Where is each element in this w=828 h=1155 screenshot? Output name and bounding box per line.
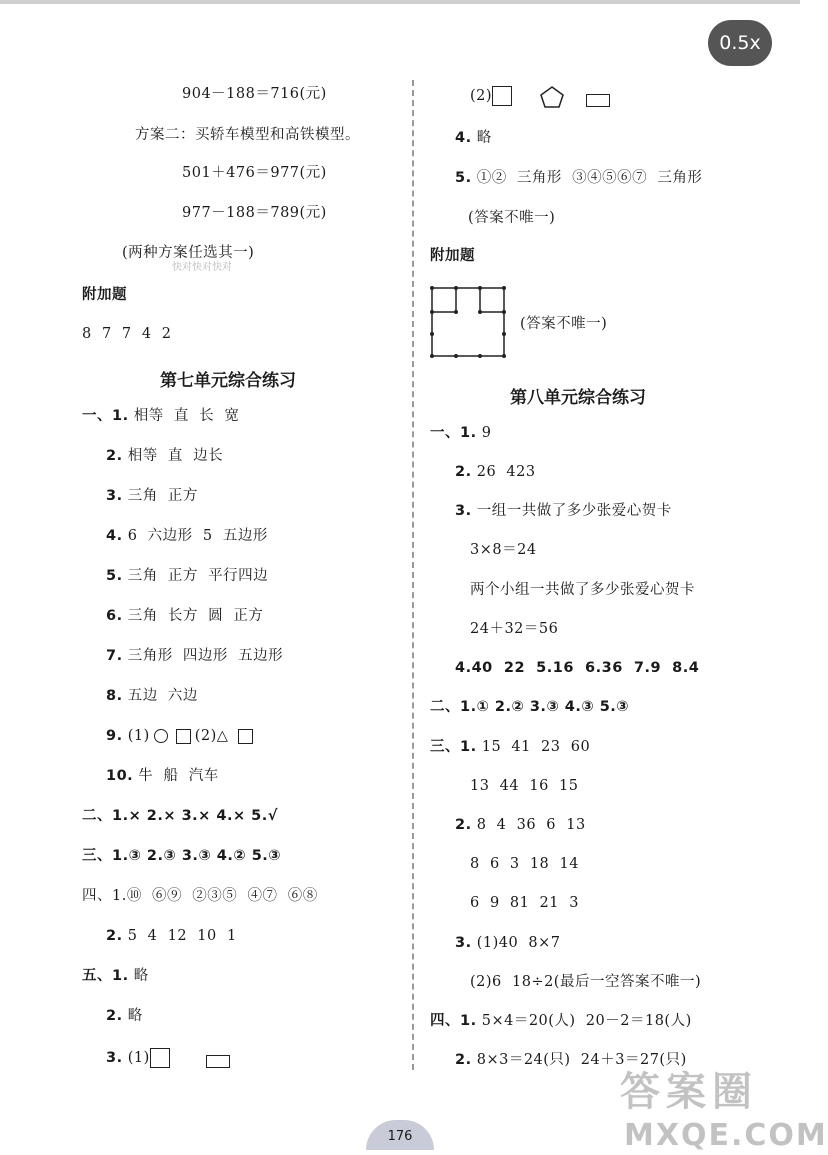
answer-text: 6 六边形 5 五边形 [122,528,268,544]
q-number: 7. [106,648,123,664]
answer-text: 9 [476,425,492,441]
plan-line-5: (两种方案任选其一) [122,245,255,261]
u7-q5-3 [106,1048,170,1068]
answer-text: 略 [471,130,492,146]
u8-q1-3 [455,501,672,521]
answer-text: 略 [122,1008,143,1024]
answer-text: (2) [470,88,493,104]
watermark-faint-text: 快对快对快对 [172,262,232,273]
zoom-level-badge[interactable]: 0.5x [708,20,772,66]
q-number: 6. [106,608,123,624]
u7-q1-8 [106,686,198,706]
q-number: 2. [455,817,472,833]
answer-text: 三角形 四边形 五边形 [122,648,284,664]
u7-q4-2 [106,926,237,946]
u7-q1-5 [106,566,268,586]
answer-text: 5 4 12 10 1 [122,928,237,944]
u7-q1-6 [106,606,263,626]
square-shape-icon [492,86,512,106]
q-number: 五、1. [82,968,129,984]
answer-text: 五边 六边 [122,688,198,704]
pentagon-shape-icon [538,84,566,110]
q-number: 10. [106,768,134,784]
rectangle-shape-icon [586,94,610,107]
rectangle-shape-icon [206,1055,230,1068]
answer-text: (2)△ [194,728,234,744]
q-number: 2. [106,928,123,944]
q-number: 4. [455,130,472,146]
u7-q1-10 [106,766,219,786]
q-number: 8. [106,688,123,704]
u7-q1-2 [106,446,223,466]
q-number: 3. [455,503,472,519]
answer-text: 8 4 36 6 13 [471,817,586,833]
u7-q1-4 [106,526,268,546]
u8-q3-1b: 13 44 16 15 [470,778,579,794]
u8-q1-1 [430,423,491,443]
q-number: 三、1. [430,739,477,755]
q-number: 2. [455,464,472,480]
u7-q4-1: 四、1.⑩ ⑥⑨ ②③⑤ ④⑦ ⑥⑧ [82,888,318,904]
extra-note: (答案不唯一) [520,316,608,332]
r-q5 [455,168,702,188]
u8-q3-2b: 8 6 3 18 14 [470,856,579,872]
grid-shape-figure [428,284,508,360]
u8-q2: 二、1.① 2.② 3.③ 4.③ 5.③ [430,699,630,715]
plan-line-1: 904－188＝716(元) [182,86,327,102]
square-shape-icon [150,1048,170,1068]
u8-q4-1 [430,1011,692,1031]
u8-q3-3 [455,933,561,953]
u8-q1-4: 4.40 22 5.16 6.36 7.9 8.4 [455,660,700,676]
u7-q1-3 [106,486,198,506]
u7-q1-7 [106,646,283,666]
answer-text: 相等 直 长 宽 [128,408,240,424]
answer-text: 牛 船 汽车 [133,768,219,784]
u8-q1-3a: 3×8＝24 [470,542,537,558]
plan-line-4: 977－188＝789(元) [182,205,327,221]
top-rule [0,0,800,4]
q-number: 3. [106,1050,123,1066]
answer-text: 5×4＝20(人) 20－2＝18(人) [476,1013,692,1029]
answer-text: 15 41 23 60 [476,739,591,755]
circle-shape-icon [154,729,168,743]
answer-text: ①② 三角形 ③④⑤⑥⑦ 三角形 [471,170,703,186]
unit7-title: 第七单元综合练习 [160,371,296,391]
u7-q5-2 [106,1006,143,1026]
q-number: 2. [106,1008,123,1024]
q-number: 5. [106,568,123,584]
q-number: 3. [106,488,123,504]
column-divider [412,80,414,1070]
u8-q3-3b: (2)6 18÷2(最后一空答案不唯一) [470,974,702,990]
square-shape-icon [176,729,191,744]
answer-text: 一组一共做了多少张爱心贺卡 [471,503,672,519]
u8-q1-3b: 两个小组一共做了多少张爱心贺卡 [470,582,695,598]
q-number: 2. [455,1052,472,1068]
unit8-title: 第八单元综合练习 [510,388,646,408]
page-number: 176 [366,1120,434,1150]
q-number: 9. [106,728,123,744]
u8-q1-2 [455,462,536,482]
plan-line-2: 方案二：买轿车模型和高铁模型。 [135,127,360,143]
watermark-logo [620,1060,828,1155]
square-shape-icon [238,729,253,744]
answer-text: (1)40 8×7 [471,935,561,951]
u7-q2: 二、1.× 2.× 3.× 4.× 5.√ [82,808,278,824]
u8-q3-2 [455,815,586,835]
answer-text: 略 [128,968,149,984]
u7-q1-9 [106,726,257,746]
answer-text: 三角 长方 圆 正方 [122,608,264,624]
q-number: 一、1. [430,425,477,441]
shapes-line [470,86,512,106]
q-number: 2. [106,448,123,464]
r-q5-note: (答案不唯一) [468,210,556,226]
u8-q1-3c: 24＋32＝56 [470,621,559,637]
u8-q3-1 [430,737,590,757]
q-number: 5. [455,170,472,186]
answer-text: (1) [122,1050,150,1066]
q-number: 一、1. [82,408,129,424]
answer-text: 26 423 [471,464,536,480]
watermark-site-text: MXQE.COM [624,1118,828,1153]
left-extra-answer: 8 7 7 4 2 [82,326,172,342]
q-number: 3. [455,935,472,951]
answer-text: (1) [122,728,150,744]
r-q4 [455,128,492,148]
left-extra-heading: 附加题 [82,287,127,303]
answer-text: 三角 正方 平行四边 [122,568,269,584]
watermark-logo-text: 答案圈 [620,1069,758,1115]
answer-text: 相等 直 边长 [122,448,224,464]
q-number: 四、1. [430,1013,477,1029]
q-number: 4. [106,528,123,544]
u8-q3-2c: 6 9 81 21 3 [470,895,579,911]
answer-text: 三角 正方 [122,488,198,504]
plan-line-3: 501＋476＝977(元) [182,165,327,181]
u7-q3: 三、1.③ 2.③ 3.③ 4.② 5.③ [82,848,282,864]
u7-q5-1 [82,966,149,986]
u7-q1-1 [82,406,239,426]
right-extra-heading: 附加题 [430,248,475,264]
answer-text: 8×3＝24(只) 24＋3＝27(只) [471,1052,687,1068]
